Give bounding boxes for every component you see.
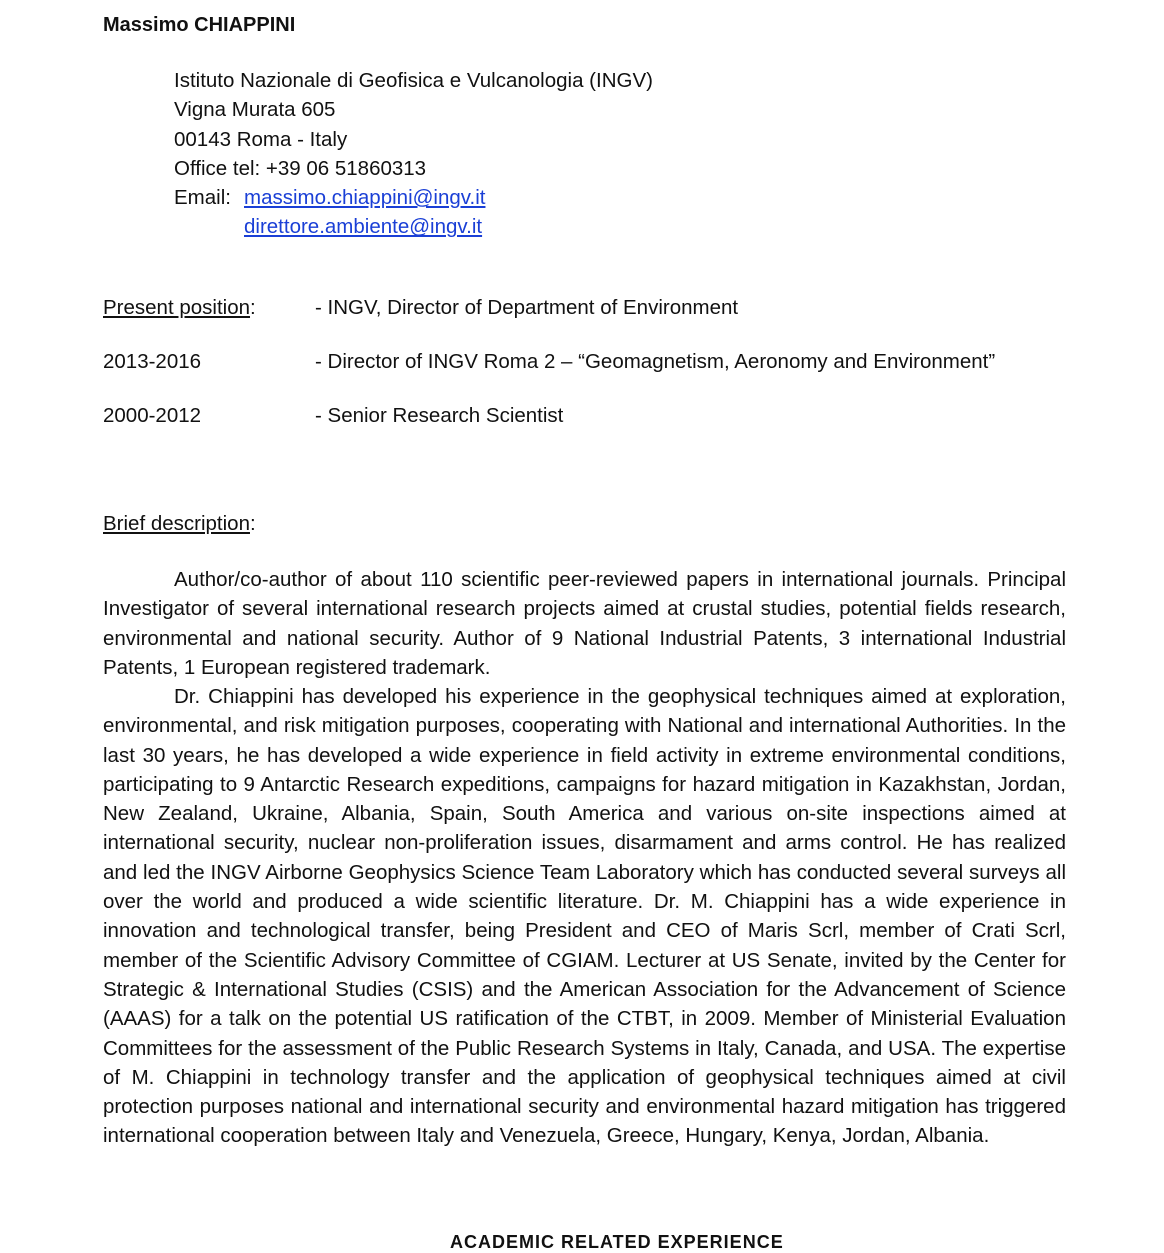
brief-heading-text: Brief description (103, 512, 250, 535)
brief-description-heading (103, 512, 256, 536)
email-label: Email: (174, 186, 231, 210)
brief-paragraph-2: Dr. Chiappini has developed his experience in the geophysical techniques aimed at exploration, environmental, and risk mitigation purposes, cooperating with National and international Authorities. In the last 30 years, he has developed a wide experience in field activity in extreme environmental conditions, participating to 9 Antarctic Research expeditions, campaigns for hazard mitigation in Kazakhstan, Jordan, New Zealand, Ukraine, Albania, Spain, South America and various on-site inspections aimed at international security, nuclear non-proliferation issues, disarmament and arms control. He has realized and led the INGV Airborne Geophysics Science Team Laboratory which has conducted several surveys all over the world and produced a wide scientific literature. Dr. M. Chiappini has a wide experience in innovation and technological transfer, being President and CEO of Maris Scrl, member of Crati Scrl, member of the Scientific Advisory Committee of CGIAM. Lecturer at US Senate, invited by the Center for Strategic & International Studies (CSIS) and the American Association for the Advancement of Science (AAAS) for a talk on the potential US ratification of the CTBT, in 2009. Member of Ministerial Evaluation Committees for the assessment of the Public Research Systems in Italy, Canada, and USA. The expertise of M. Chiappini in technology transfer and the application of geophysical techniques aimed at civil protection purposes national and international security and environmental hazard mitigation has triggered international cooperation between Italy and Venezuela, Greece, Hungary, Kenya, Jordan, Albania. (103, 685, 1066, 1148)
position-label (103, 296, 315, 320)
city-line: 00143 Roma - Italy (174, 127, 348, 151)
next-section-heading: ACADEMIC RELATED EXPERIENCE (450, 1232, 784, 1252)
brief-heading-suffix: : (249, 512, 256, 535)
position-label: 2000-2012 (103, 404, 202, 427)
person-name: Massimo CHIAPPINI (103, 14, 296, 36)
position-row-2000-2012 (103, 404, 563, 428)
street-line: Vigna Murata 605 (174, 98, 336, 122)
office-tel-line: Office tel: +39 06 51860313 (174, 156, 427, 180)
email-link-primary[interactable]: massimo.chiappini@ingv.it (244, 186, 486, 210)
email-link-secondary[interactable]: direttore.ambiente@ingv.it (244, 215, 483, 239)
institute-line: Istituto Nazionale di Geofisica e Vulcanologia (INGV) (174, 69, 653, 92)
position-label-text: Present position (103, 296, 251, 319)
position-text: - Director of INGV Roma 2 – “Geomagnetism, Aeronomy and Environment” (315, 350, 996, 373)
position-label: 2013-2016 (103, 350, 202, 373)
contact-block (174, 66, 653, 242)
position-text: - INGV, Director of Department of Environment (315, 296, 739, 319)
position-text: - Senior Research Scientist (315, 404, 564, 427)
position-row-2013-2016 (103, 350, 995, 374)
position-label-suffix: : (250, 296, 256, 319)
email-links (244, 183, 485, 242)
email-row (174, 183, 653, 242)
position-row-present (103, 296, 738, 320)
brief-paragraph-1: Author/co-author of about 110 scientific peer-reviewed papers in international journals. Principal Investigator of several international research projects aimed at crustal studies, potential fields research, environmental and national security. Author of 9 National Industrial Patents, 3 international Industrial Patents, 1 European registered trademark. (103, 568, 1066, 679)
